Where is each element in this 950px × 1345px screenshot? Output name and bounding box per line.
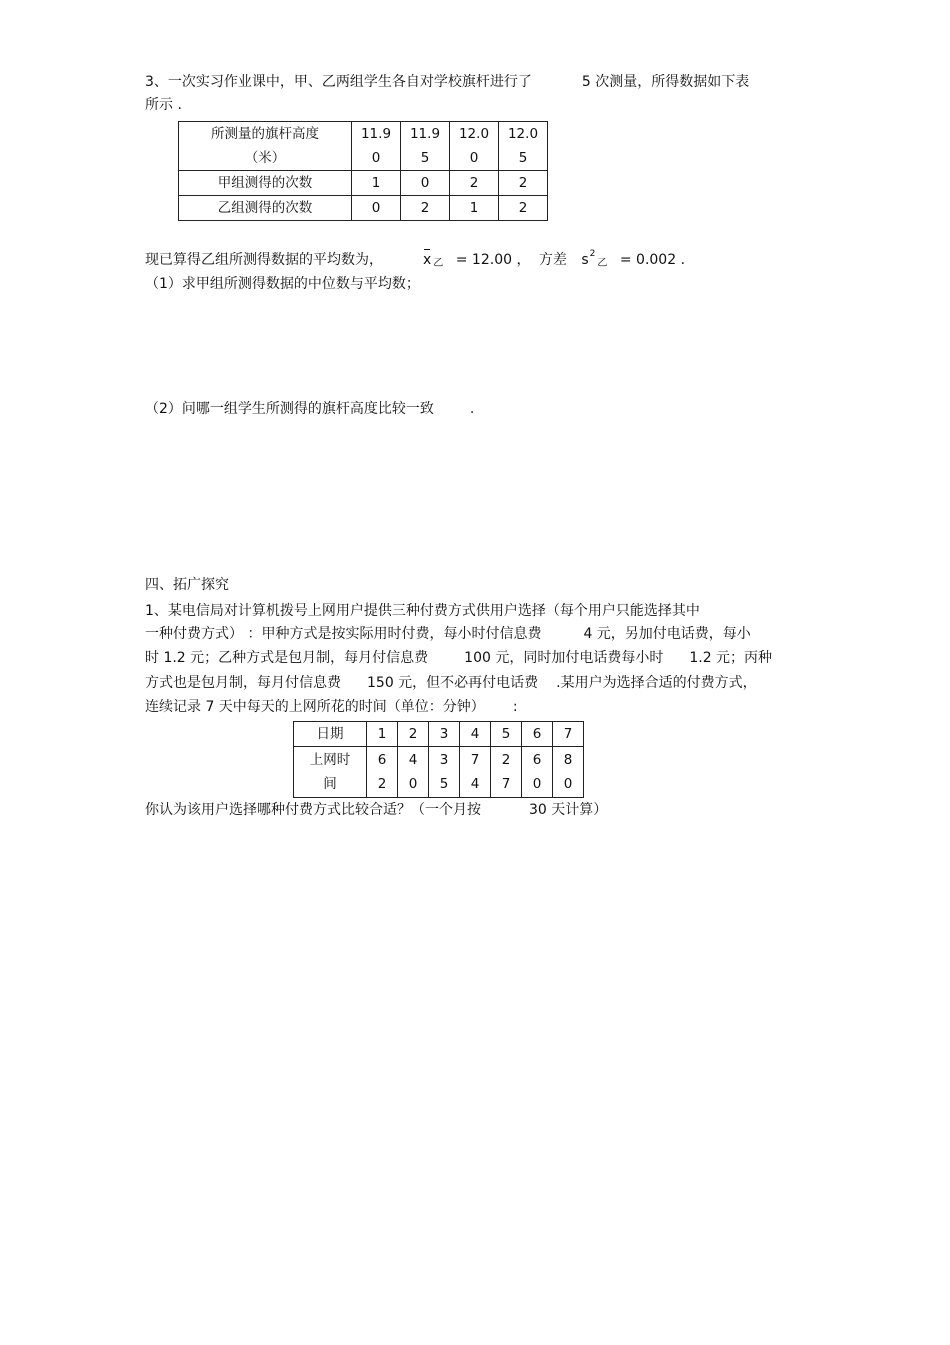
height-cell xyxy=(499,122,548,171)
time-bottom: 4 xyxy=(470,776,480,792)
line-4-part-a: 方式也是包月制，每月付信息费 xyxy=(145,675,341,691)
time-cell xyxy=(367,747,398,798)
height-bottom: 0 xyxy=(371,150,381,166)
time-top: 3 xyxy=(439,752,449,768)
s4-q1-line-3 xyxy=(145,648,772,668)
height-top: 11.9 xyxy=(409,126,441,142)
part-2-text: （2）问哪一组学生所测得的旗杆高度比较一致 xyxy=(145,401,434,417)
line-3-part-c: 1.2 元；丙种 xyxy=(689,650,773,666)
s4-q1-line-5 xyxy=(145,697,518,717)
time-bottom: 0 xyxy=(408,776,418,792)
count-cell: 2 xyxy=(499,171,548,196)
count-cell: 1 xyxy=(450,196,499,221)
count-cell: 2 xyxy=(450,171,499,196)
day-cell: 2 xyxy=(398,722,429,747)
table-row-times xyxy=(294,747,584,798)
height-cell xyxy=(450,122,499,171)
time-cell xyxy=(553,747,584,798)
q3-intro-line-2: 所示 . xyxy=(145,97,182,113)
line-2-part-a: 一种付费方式） ：甲种方式是按实际用时付费，每小时付信息费 xyxy=(145,626,542,642)
s4-q1-question xyxy=(145,800,607,820)
day-cell: 1 xyxy=(367,722,398,747)
day-cell: 4 xyxy=(460,722,491,747)
variance-label: 方差 xyxy=(538,252,567,268)
q3-part-2 xyxy=(145,399,474,419)
time-top: 6 xyxy=(377,752,387,768)
height-bottom: 5 xyxy=(518,150,528,166)
height-bottom: 0 xyxy=(469,150,479,166)
day-cell: 3 xyxy=(429,722,460,747)
mean-symbol: x xyxy=(423,252,432,268)
height-cell xyxy=(352,122,401,171)
height-top: 11.9 xyxy=(360,126,392,142)
time-cell xyxy=(460,747,491,798)
mean-value: = 12.00 ， xyxy=(455,252,531,268)
count-cell: 2 xyxy=(499,196,548,221)
line-5-part-b: : xyxy=(512,699,518,715)
line-4-part-b: 150 元，但不必再付电话费 xyxy=(367,675,539,691)
table-row-heights xyxy=(179,122,548,171)
height-header-unit: （米） xyxy=(244,150,286,166)
day-cell: 7 xyxy=(553,722,584,747)
line-2-part-b: 4 元，另加付电话费，每小 xyxy=(583,626,751,642)
s4-q1-line-4 xyxy=(145,673,757,693)
section-4-heading: 四、拓广探究 xyxy=(145,577,229,593)
height-top: 12.0 xyxy=(507,126,539,142)
time-top: 8 xyxy=(563,752,573,768)
stats-prefix: 现已算得乙组所测得数据的平均数为， xyxy=(145,252,383,268)
s4-q1-line-1: 1、某电信局对计算机拨号上网用户提供三种付费方式供用户选择（每个用户只能选择其中 xyxy=(145,603,700,619)
time-cell xyxy=(398,747,429,798)
count-cell: 2 xyxy=(401,196,450,221)
time-bottom: 5 xyxy=(439,776,449,792)
height-header-cell xyxy=(179,122,352,171)
online-time-table xyxy=(293,721,584,798)
time-top: 2 xyxy=(501,752,511,768)
variance-symbol: s xyxy=(581,252,589,268)
time-label-top: 上网时 xyxy=(309,752,351,768)
time-label-bottom: 间 xyxy=(323,776,337,792)
q3-intro-text-b: 5 次测量，所得数据如下表 xyxy=(581,74,750,90)
q3-part-1: （1）求甲组所测得数据的中位数与平均数； xyxy=(145,276,420,292)
table-row-group-yi xyxy=(179,196,548,221)
time-top: 6 xyxy=(532,752,542,768)
line-4-part-c: .某用户为选择合适的付费方式， xyxy=(556,675,757,691)
count-cell: 0 xyxy=(352,196,401,221)
time-bottom: 0 xyxy=(563,776,573,792)
time-cell xyxy=(491,747,522,798)
count-cell: 1 xyxy=(352,171,401,196)
mean-group-subscript: 乙 xyxy=(433,258,444,269)
flagpole-measurement-table xyxy=(178,121,548,221)
time-bottom: 2 xyxy=(377,776,387,792)
count-cell: 0 xyxy=(401,171,450,196)
height-top: 12.0 xyxy=(458,126,490,142)
day-cell: 5 xyxy=(491,722,522,747)
day-cell: 6 xyxy=(522,722,553,747)
height-header-label: 所测量的旗杆高度 xyxy=(211,126,319,142)
s4-q1-line-2 xyxy=(145,624,751,644)
time-cell xyxy=(522,747,553,798)
time-label-cell xyxy=(294,747,367,798)
table-row-group-jia xyxy=(179,171,548,196)
time-cell xyxy=(429,747,460,798)
variance-group-subscript: 乙 xyxy=(597,258,608,269)
time-top: 7 xyxy=(470,752,480,768)
day-label-cell: 日期 xyxy=(294,722,367,747)
table-row-days xyxy=(294,722,584,747)
height-bottom: 5 xyxy=(420,150,430,166)
question-part-b: 30 天计算） xyxy=(529,802,608,818)
line-5-part-a: 连续记录 7 天中每天的上网所花的时间（单位：分钟） xyxy=(145,699,485,715)
time-top: 4 xyxy=(408,752,418,768)
line-3-part-b: 100 元，同时加付电话费每小时 xyxy=(464,650,664,666)
q3-stats-line xyxy=(145,244,685,274)
line-3-part-a: 时 1.2 元；乙种方式是包月制，每月付信息费 xyxy=(145,650,429,666)
variance-value: = 0.002 . xyxy=(619,252,686,268)
part-2-period: . xyxy=(469,401,475,417)
question-part-a: 你认为该用户选择哪种付费方式比较合适？（一个月按 xyxy=(145,802,481,818)
q3-intro-text-a: 3、一次实习作业课中，甲、乙两组学生各自对学校旗杆进行了 xyxy=(145,74,532,90)
row-label: 乙组测得的次数 xyxy=(179,196,352,221)
row-label: 甲组测得的次数 xyxy=(179,171,352,196)
variance-superscript: 2 xyxy=(589,249,596,259)
height-cell xyxy=(401,122,450,171)
time-bottom: 0 xyxy=(532,776,542,792)
q3-intro-line-1 xyxy=(145,72,749,92)
time-bottom: 7 xyxy=(501,776,511,792)
